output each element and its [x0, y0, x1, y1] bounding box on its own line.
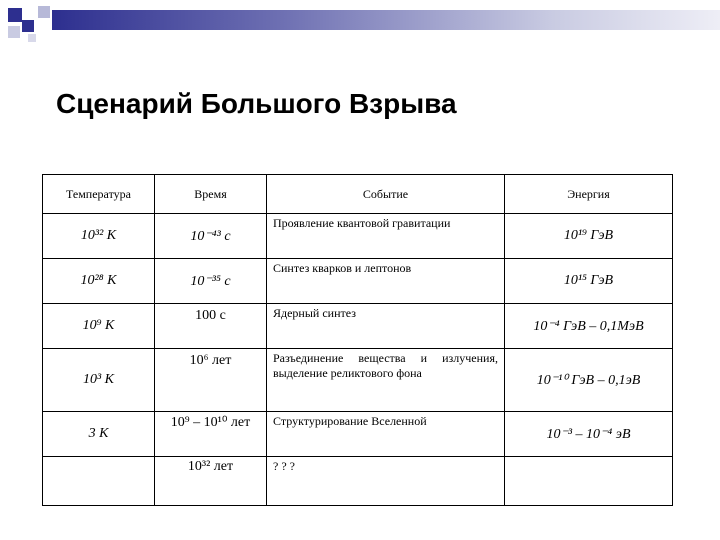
- cell-energy: 10¹⁵ ГэВ: [505, 259, 673, 304]
- table-row: [43, 214, 673, 259]
- header-event: Событие: [267, 175, 505, 214]
- cell-event: Разъединение вещества и излучения, выделение реликтового фона: [267, 349, 505, 412]
- cell-event: Структурирование Вселенной: [267, 412, 505, 457]
- corner-square-dark-small: [22, 20, 34, 32]
- cell-event: Синтез кварков и лептонов: [267, 259, 505, 304]
- cell-energy: [505, 457, 673, 506]
- table-row: [43, 259, 673, 304]
- table-row: [43, 304, 673, 349]
- top-gradient-bar: [52, 10, 720, 30]
- corner-square-dark: [8, 8, 22, 22]
- cell-event: ? ? ?: [267, 457, 505, 506]
- cell-time: 100 c: [155, 304, 267, 349]
- header-temperature: Температура: [43, 175, 155, 214]
- cell-temperature: 10³² K: [43, 214, 155, 259]
- cell-time: 10³² лет: [155, 457, 267, 506]
- cell-energy: 10⁻⁴ ГэВ – 0,1МэВ: [505, 304, 673, 349]
- cell-event: Проявление квантовой гравитации: [267, 214, 505, 259]
- big-bang-table: [42, 174, 673, 506]
- cell-time: 10⁻³⁵ c: [155, 259, 267, 304]
- header-time: Время: [155, 175, 267, 214]
- cell-temperature: 10⁹ K: [43, 304, 155, 349]
- cell-energy: 10⁻¹⁰ ГэВ – 0,1эВ: [505, 349, 673, 412]
- cell-temperature: 3 K: [43, 412, 155, 457]
- cell-event: Ядерный синтез: [267, 304, 505, 349]
- header-energy: Энергия: [505, 175, 673, 214]
- cell-energy: 10¹⁹ ГэВ: [505, 214, 673, 259]
- corner-square-pale: [8, 26, 20, 38]
- table-row: [43, 349, 673, 412]
- cell-time: 10⁻⁴³ c: [155, 214, 267, 259]
- cell-temperature: [43, 457, 155, 506]
- table-row: [43, 412, 673, 457]
- cell-energy: 10⁻³ – 10⁻⁴ эВ: [505, 412, 673, 457]
- slide-title: Сценарий Большого Взрыва: [56, 88, 457, 119]
- cell-temperature: 10²⁸ K: [43, 259, 155, 304]
- table-row: [43, 457, 673, 506]
- corner-square-tiny: [28, 34, 36, 42]
- corner-square-light: [38, 6, 50, 18]
- cell-time: 10⁶ лет: [155, 349, 267, 412]
- table-header-row: [43, 175, 673, 214]
- cell-time: 10⁹ – 10¹⁰ лет: [155, 412, 267, 457]
- cell-temperature: 10³ K: [43, 349, 155, 412]
